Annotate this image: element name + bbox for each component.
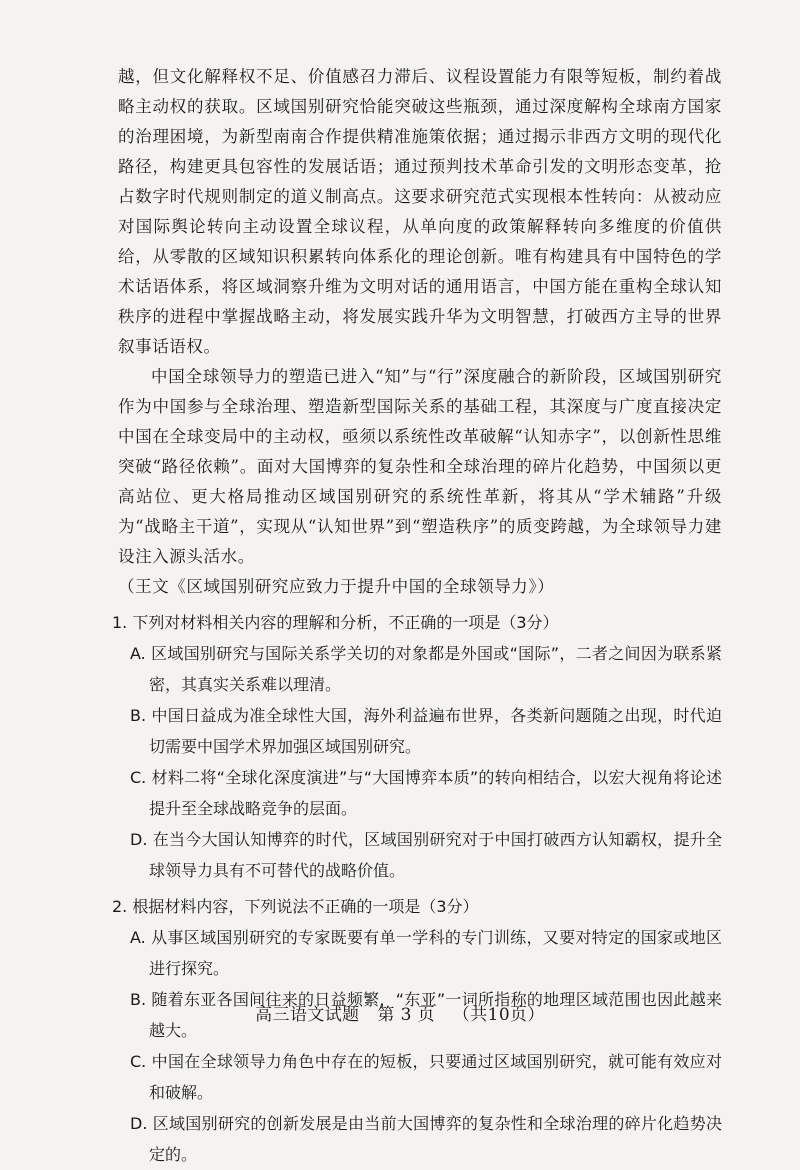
question-list: [112, 608, 722, 1170]
option-c: C. 材料二将“全球化深度演进”与“大国博弈本质”的转向相结合，以宏大视角将论述提升至全球战略竞争的层面。: [130, 768, 722, 818]
passage-source: （王文《区域国别研究应致力于提升中国的全球领导力》）: [118, 577, 555, 596]
passage-paragraph: 越，但文化解释权不足、价值感召力滞后、议程设置能力有限等短板，制约着战略主动权的获取。区域国别研究恰能突破这些瓶颈，通过深度解构全球南方国家的治理困境，为新型南南合作提供精准施策依据；通过揭示非西方文明的现代化路径，构建更具包容性的发展话语；通过预判技术革命引发的文明形态变革，抢占数字时代规则制定的道义制高点。这要求研究范式实现根本性转向：从被动应对国际舆论转向主动设置全球议程，从单向度的政策解释转向多维度的价值供给，从零散的区域知识积累转向体系化的理论创新。唯有构建具有中国特色的学术话语体系，将区域洞察升维为文明对话的通用语言，中国方能在重构全球认知秩序的进程中掌握战略主动，将发展实践升华为文明智慧，打破西方主导的世界叙事话语权。: [118, 67, 722, 356]
page-total: （共10页）: [452, 1005, 545, 1025]
option-b: B. 中国日益成为准全球性大国，海外利益遍布世界，各类新问题随之出现，时代迫切需要中国学术界加强区域国别研究。: [130, 706, 722, 756]
option-b: B. 随着东亚各国间往来的日益频繁，“东亚”一词所指称的地理区域范围也因此越来越大。: [130, 990, 722, 1040]
option-d: D. 在当今大国认知博弈的时代，区域国别研究对于中国打破西方认知霸权，提升全球领导力具有不可替代的战略价值。: [130, 830, 722, 880]
option-d: D. 区域国别研究的创新发展是由当前大国博弈的复杂性和全球治理的碎片化趋势决定的。: [130, 1114, 722, 1164]
page-footer: [0, 1000, 800, 1025]
option-a: A. 区域国别研究与国际关系学关切的对象都是外国或“国际”，二者之间因为联系紧密，其真实关系难以理清。: [130, 644, 722, 694]
option-c: C. 中国在全球领导力角色中存在的短板，只要通过区域国别研究，就可能有效应对和破解。: [130, 1052, 722, 1102]
page-number: 第 3 页: [377, 1005, 435, 1025]
question-1: [112, 608, 722, 886]
exam-title: 高三语文试题: [255, 1005, 360, 1025]
question-stem: 2. 根据材料内容，下列说法不正确的一项是（3分）: [112, 897, 479, 916]
question-2: [112, 892, 722, 1170]
passage-paragraph: 中国全球领导力的塑造已进入“知”与“行”深度融合的新阶段，区域国别研究作为中国参与全球治理、塑造新型国际关系的基础工程，其深度与广度直接决定中国在全球变局中的主动权，亟须以系统性改革破解“认知赤字”，以创新性思维突破“路径依赖”。面对大国博弈的复杂性和全球治理的碎片化趋势，中国须以更高站位、更大格局推动区域国别研究的系统性革新，将其从“学术辅路”升级为“战略主干道”，实现从“认知世界”到“塑造秩序”的质变跨越，为全球领导力建设注入源头活水。: [118, 367, 722, 566]
reading-passage: [118, 62, 722, 602]
question-stem: 1. 下列对材料相关内容的理解和分析，不正确的一项是（3分）: [112, 613, 559, 632]
option-a: A. 从事区域国别研究的专家既要有单一学科的专门训练，又要对特定的国家或地区进行探究。: [130, 928, 722, 978]
